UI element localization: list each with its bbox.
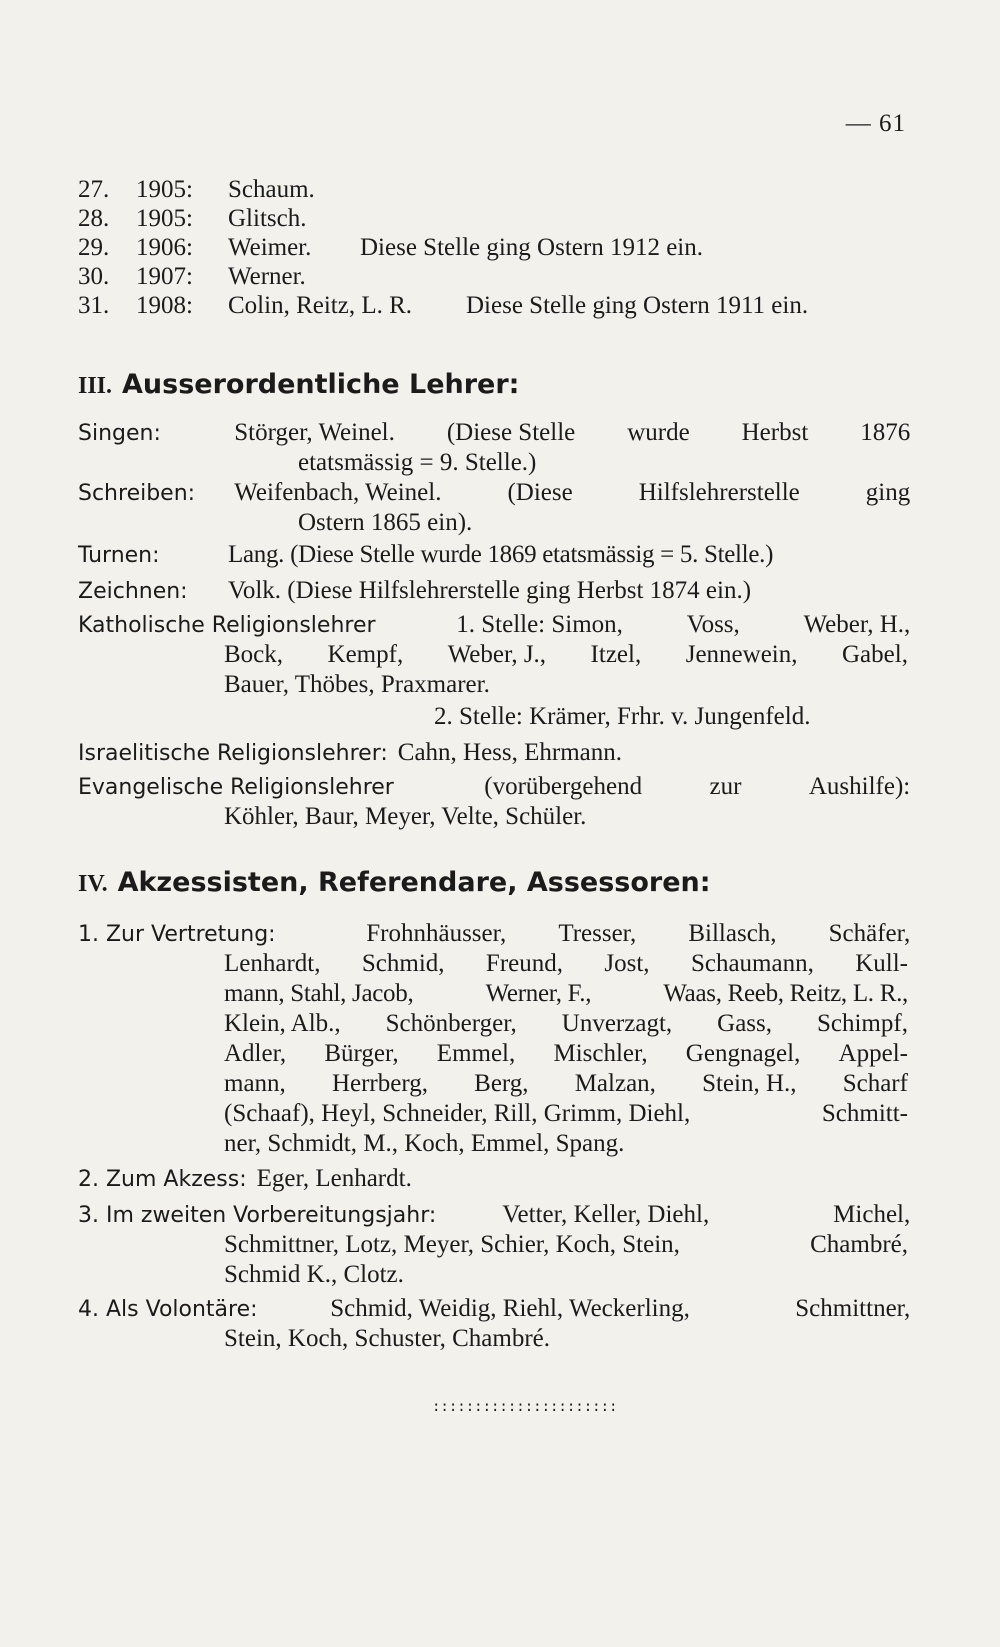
entry-continuation: Adler, Bürger, Emmel, Mischler, Gengnagel, Appel- bbox=[224, 1040, 908, 1067]
entry-text: Lang. (Diese Stelle wurde 1869 etatsmässig = 5. Stelle.) bbox=[228, 541, 774, 568]
item-year: 1908: bbox=[136, 292, 193, 319]
list-item bbox=[78, 262, 306, 292]
item-number: 30. bbox=[78, 263, 110, 290]
entry-text: Schmid, Weidig, Riehl, Weckerling, Schmittner, bbox=[330, 1295, 911, 1322]
zeichnen-entry bbox=[78, 576, 751, 607]
page-number: — 61 bbox=[845, 110, 906, 137]
item-number: 29. bbox=[78, 234, 110, 261]
list-item bbox=[78, 175, 315, 205]
item-names: Werner. bbox=[228, 263, 306, 290]
section-title: Akzessisten, Referendare, Assessoren: bbox=[117, 867, 711, 898]
entry-text: Störger, Weinel. (Diese Stelle wurde Herbst 1876 bbox=[234, 419, 911, 446]
entry-continuation: Klein, Alb., Schönberger, Unverzagt, Gass, Schimpf, bbox=[224, 1010, 908, 1037]
entry-label: 1. Zur Vertretung: bbox=[78, 922, 276, 947]
entry-text: Eger, Lenhardt. bbox=[256, 1165, 412, 1192]
entry-text: Frohnhäusser, Tresser, Billasch, Schäfer, bbox=[366, 920, 911, 947]
turnen-entry bbox=[78, 540, 773, 571]
entry-text: (vorübergehend zur Aushilfe): bbox=[484, 773, 911, 800]
end-ornament: :::::::::::::::::::::: bbox=[432, 1399, 618, 1415]
item-names: Glitsch. bbox=[228, 205, 307, 232]
item-note: Diese Stelle ging Ostern 1912 ein. bbox=[360, 234, 703, 261]
item-names: Schaum. bbox=[228, 176, 315, 203]
item-year: 1906: bbox=[136, 234, 193, 261]
entry-text: 1. Stelle: Simon, Voss, Weber, H., bbox=[456, 611, 911, 638]
entry-continuation: Bauer, Thöbes, Praxmarer. bbox=[224, 671, 490, 698]
entry-label: 2. Zum Akzess: bbox=[78, 1167, 247, 1192]
entry-continuation: 2. Stelle: Krämer, Frhr. v. Jungenfeld. bbox=[434, 703, 811, 730]
singen-entry bbox=[78, 418, 911, 449]
item-vorbereitungsjahr bbox=[78, 1200, 911, 1231]
entry-label: Katholische Religionslehrer bbox=[78, 613, 376, 638]
entry-label: Evangelische Religionslehrer bbox=[78, 775, 394, 800]
entry-continuation: Bock, Kempf, Weber, J., Itzel, Jennewein, Gabel, bbox=[224, 641, 908, 668]
entry-text: Vetter, Keller, Diehl, Michel, bbox=[502, 1201, 911, 1228]
entry-continuation: Schmittner, Lotz, Meyer, Schier, Koch, Stein, Chambré, bbox=[224, 1231, 908, 1258]
entry-continuation: Köhler, Baur, Meyer, Velte, Schüler. bbox=[224, 803, 587, 830]
entry-text: Cahn, Hess, Ehrmann. bbox=[397, 739, 623, 766]
section-numeral: IV. bbox=[78, 871, 108, 897]
item-volontaere bbox=[78, 1294, 911, 1325]
entry-label: Singen: bbox=[78, 421, 161, 446]
item-names: Colin, Reitz, L. R. bbox=[228, 292, 413, 319]
entry-continuation: Lenhardt, Schmid, Freund, Jost, Schaumann, Kull- bbox=[224, 950, 908, 977]
entry-continuation: etatsmässig = 9. Stelle.) bbox=[298, 449, 537, 476]
item-akzess bbox=[78, 1164, 412, 1195]
item-number: 31. bbox=[78, 292, 110, 319]
section-numeral: III. bbox=[78, 373, 113, 399]
entry-label: 4. Als Volontäre: bbox=[78, 1297, 258, 1322]
entry-label: Israelitische Religionslehrer: bbox=[78, 741, 388, 766]
entry-continuation: mann, Herrberg, Berg, Malzan, Stein, H., Scharf bbox=[224, 1070, 908, 1097]
entry-text: Weifenbach, Weinel. (Diese Hilfslehrerstelle ging bbox=[234, 479, 911, 506]
item-year: 1907: bbox=[136, 263, 193, 290]
kath-entry bbox=[78, 610, 911, 641]
entry-text: Volk. (Diese Hilfslehrerstelle ging Herbst 1874 ein.) bbox=[228, 577, 752, 604]
item-year: 1905: bbox=[136, 176, 193, 203]
isr-entry bbox=[78, 738, 622, 769]
entry-continuation: Schmid K., Clotz. bbox=[224, 1261, 404, 1288]
item-number: 27. bbox=[78, 176, 110, 203]
schreiben-entry bbox=[78, 478, 911, 509]
entry-label: Zeichnen: bbox=[78, 579, 188, 604]
item-year: 1905: bbox=[136, 205, 193, 232]
entry-label: 3. Im zweiten Vorbereitungsjahr: bbox=[78, 1203, 437, 1228]
entry-continuation: Ostern 1865 ein). bbox=[298, 509, 473, 536]
list-item bbox=[78, 233, 703, 263]
item-number: 28. bbox=[78, 205, 110, 232]
section-heading bbox=[78, 868, 711, 899]
section-title: Ausserordentliche Lehrer: bbox=[122, 369, 520, 400]
entry-continuation: Stein, Koch, Schuster, Chambré. bbox=[224, 1325, 551, 1352]
entry-label: Turnen: bbox=[78, 543, 160, 568]
item-note: Diese Stelle ging Ostern 1911 ein. bbox=[466, 292, 809, 319]
item-vertretung bbox=[78, 919, 911, 950]
list-item bbox=[78, 291, 808, 321]
item-names: Weimer. bbox=[228, 234, 312, 261]
entry-label: Schreiben: bbox=[78, 481, 196, 506]
list-item bbox=[78, 204, 306, 234]
entry-continuation: ner, Schmidt, M., Koch, Emmel, Spang. bbox=[224, 1130, 625, 1157]
evang-entry bbox=[78, 772, 911, 803]
entry-continuation: (Schaaf), Heyl, Schneider, Rill, Grimm, Diehl, Schmitt- bbox=[224, 1100, 908, 1127]
section-heading bbox=[78, 370, 519, 401]
entry-continuation: mann, Stahl, Jacob, Werner, F., Waas, Reeb, Reitz, L. R., bbox=[224, 980, 908, 1007]
